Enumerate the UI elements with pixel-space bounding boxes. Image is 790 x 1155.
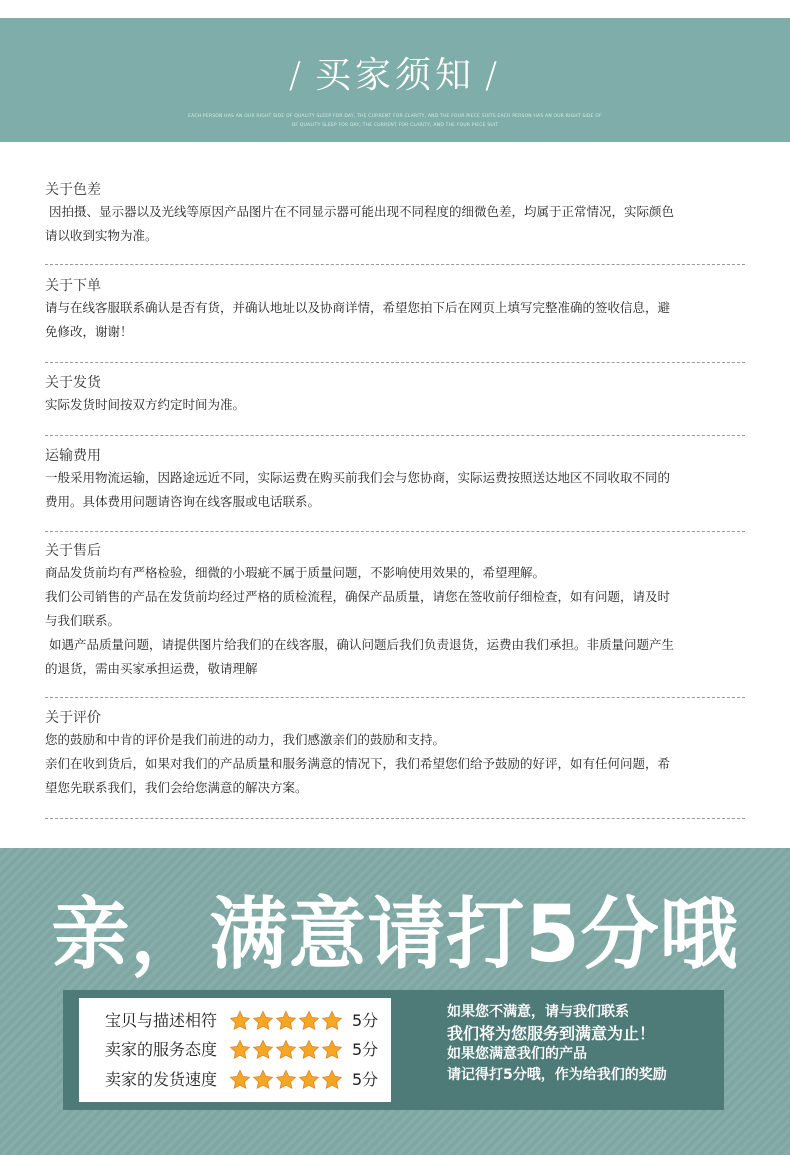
section-color-difference bbox=[45, 180, 745, 248]
section-paragraph: 免修改，谢谢！ bbox=[45, 324, 133, 339]
contact-line: 请记得打5分哦，作为给我们的奖励 bbox=[447, 1067, 667, 1083]
rating-row bbox=[79, 1008, 391, 1034]
section-paragraph: 实际发货时间按双方约定时间为准。 bbox=[45, 397, 246, 412]
section-divider bbox=[45, 435, 745, 436]
section-paragraph: 您的鼓励和中肯的评价是我们前进的动力，我们感激亲们的鼓励和支持。 bbox=[45, 732, 446, 747]
star-icon bbox=[229, 1010, 251, 1032]
section-title: 关于评价 bbox=[45, 710, 101, 726]
rating-banner bbox=[0, 848, 790, 1155]
section-body bbox=[45, 200, 745, 248]
section-paragraph: 因拍摄、显示器以及光线等原因产品图片在不同显示器可能出现不同程度的细微色差，均属于正常情况，实际颜色 bbox=[45, 204, 674, 219]
star-icon bbox=[321, 1010, 343, 1032]
star-icon bbox=[252, 1010, 274, 1032]
header-subtitle-line1: EACH PERSON HAS AN OUR RIGHT SIDE OF QUALITY SLEEP FOR DAY, THE CURRENT FOR CLARITY, AND THE FOUR PIECE SUITS EACH PERSON HAS AN OUR RIGHT SIDE OF bbox=[188, 114, 602, 119]
rating-score: 5分 bbox=[352, 1011, 379, 1030]
section-reviews bbox=[45, 708, 745, 800]
section-paragraph: 的退货，需由买家承担运费，敬请理解 bbox=[45, 661, 258, 676]
star-icon bbox=[321, 1039, 343, 1061]
rating-row bbox=[79, 1067, 391, 1093]
section-paragraph: 与我们联系。 bbox=[45, 613, 121, 628]
section-paragraph: 商品发货前均有严格检验，细微的小瑕疵不属于质量问题，不影响使用效果的，希望理解。 bbox=[45, 565, 546, 580]
contact-line: 如果您满意我们的产品 bbox=[447, 1046, 587, 1062]
star-icon bbox=[229, 1069, 251, 1091]
section-divider bbox=[45, 818, 745, 819]
section-paragraph: 望您先联系我们，我们会给您满意的解决方案。 bbox=[45, 780, 308, 795]
section-paragraph: 我们公司销售的产品在发货前均经过严格的质检流程，确保产品质量，请您在签收前仔细检查，如有问题，请及时 bbox=[45, 589, 671, 604]
section-divider bbox=[45, 362, 745, 363]
section-title: 运输费用 bbox=[45, 448, 101, 464]
rating-banner-title: 亲，满意请打5分哦 bbox=[51, 890, 739, 980]
section-paragraph: 一般采用物流运输，因路途远近不同，实际运费在购买前我们会与您协商，实际运费按照送达地区不同收取不同的 bbox=[45, 470, 671, 485]
section-divider bbox=[45, 264, 745, 265]
title-slash-left: / bbox=[288, 55, 305, 96]
rating-label: 宝贝与描述相符 bbox=[105, 1011, 218, 1030]
section-body bbox=[45, 561, 745, 681]
rating-label: 卖家的服务态度 bbox=[105, 1040, 218, 1059]
contact-message bbox=[447, 1002, 717, 1086]
star-icon bbox=[298, 1069, 320, 1091]
title-slash-right: / bbox=[485, 55, 502, 96]
contact-line: 我们将为您服务到满意为止！ bbox=[447, 1024, 656, 1043]
section-title: 关于发货 bbox=[45, 375, 101, 391]
star-icon bbox=[252, 1039, 274, 1061]
header-banner bbox=[0, 18, 790, 142]
star-icon bbox=[298, 1039, 320, 1061]
title-text: 买家须知 bbox=[314, 55, 475, 96]
section-body bbox=[45, 296, 745, 344]
section-title: 关于售后 bbox=[45, 543, 101, 559]
star-icon bbox=[275, 1010, 297, 1032]
section-body bbox=[45, 393, 745, 417]
star-icon bbox=[298, 1010, 320, 1032]
section-shipping bbox=[45, 373, 745, 417]
section-after-sales bbox=[45, 541, 745, 681]
section-paragraph: 费用。具体费用问题请咨询在线客服或电话联系。 bbox=[45, 494, 321, 509]
star-icon bbox=[229, 1039, 251, 1061]
ratings-box bbox=[79, 998, 391, 1102]
section-paragraph: 请以收到实物为准。 bbox=[45, 228, 158, 243]
section-body bbox=[45, 466, 745, 514]
section-paragraph: 亲们在收到货后，如果对我们的产品质量和服务满意的情况下，我们希望您们给予鼓励的好评，如有任何问题，希 bbox=[45, 756, 671, 771]
section-paragraph: 请与在线客服联系确认是否有货，并确认地址以及协商详情，希望您拍下后在网页上填写完整准确的签收信息，避 bbox=[45, 300, 671, 315]
section-divider bbox=[45, 697, 745, 698]
section-body bbox=[45, 728, 745, 800]
star-icon bbox=[275, 1069, 297, 1091]
section-title: 关于色差 bbox=[45, 182, 101, 198]
star-rating bbox=[229, 1010, 344, 1032]
rating-label: 卖家的发货速度 bbox=[105, 1070, 218, 1089]
rating-score: 5分 bbox=[352, 1040, 379, 1059]
section-paragraph: 如遇产品质量问题，请提供图片给我们的在线客服，确认问题后我们负责退货，运费由我们承担。非质量问题产生 bbox=[45, 637, 674, 652]
section-shipping-fees bbox=[45, 446, 745, 514]
header-subtitle-line2: OF QUALITY SLEEP FOR DAY, THE CURRENT FOR CLARITY, AND THE FOUR PIECE SUIT bbox=[291, 123, 499, 128]
star-rating bbox=[229, 1039, 344, 1061]
star-rating bbox=[229, 1069, 344, 1091]
section-title: 关于下单 bbox=[45, 278, 101, 294]
star-icon bbox=[275, 1039, 297, 1061]
rating-score: 5分 bbox=[352, 1070, 379, 1089]
page-title bbox=[0, 55, 790, 96]
rating-panel bbox=[63, 990, 724, 1110]
section-ordering bbox=[45, 276, 745, 344]
star-icon bbox=[321, 1069, 343, 1091]
contact-line: 如果您不满意，请与我们联系 bbox=[447, 1004, 629, 1020]
rating-row bbox=[79, 1037, 391, 1063]
star-icon bbox=[252, 1069, 274, 1091]
section-divider bbox=[45, 531, 745, 532]
